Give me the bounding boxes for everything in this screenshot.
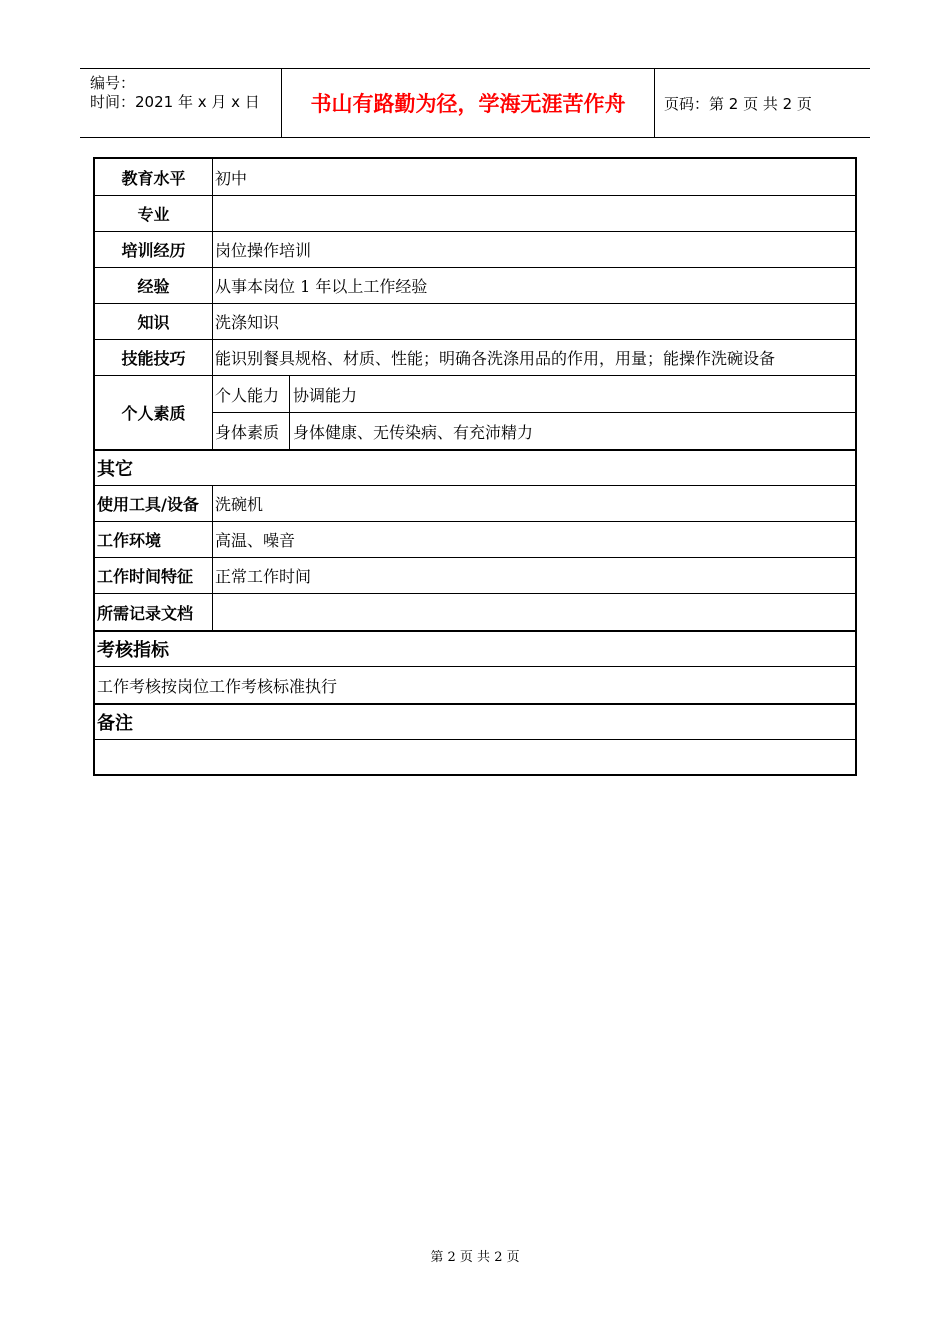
knowledge-label: 知识 xyxy=(95,304,213,339)
major-label: 专业 xyxy=(95,196,213,231)
section-remarks xyxy=(95,703,855,739)
records-label: 所需记录文档 xyxy=(95,594,213,630)
header-left-block xyxy=(80,69,282,137)
row-tools xyxy=(95,485,855,521)
job-requirements-table xyxy=(93,157,857,776)
training-value: 岗位操作培训 xyxy=(215,241,312,260)
row-major xyxy=(95,195,855,231)
remarks-title: 备注 xyxy=(97,713,133,734)
assessment-title: 考核指标 xyxy=(97,640,169,661)
row-assessment-text xyxy=(95,666,855,703)
personal-quality-label: 个人素质 xyxy=(95,376,213,449)
date-line: 时间：2021 年 x 月 x 日 xyxy=(90,93,260,111)
body-label: 身体素质 xyxy=(213,413,290,449)
experience-label: 经验 xyxy=(95,268,213,303)
header-motto: 书山有路勤为径，学海无涯苦作舟 xyxy=(282,69,655,137)
experience-value: 从事本岗位 1 年以上工作经验 xyxy=(215,277,428,296)
skills-value: 能识别餐具规格、材质、性能；明确各洗涤用品的作用，用量；能操作洗碗设备 xyxy=(215,349,776,368)
education-value: 初中 xyxy=(215,168,248,188)
row-skills xyxy=(95,339,855,375)
work-time-label: 工作时间特征 xyxy=(95,558,213,593)
row-education xyxy=(95,159,855,195)
major-value xyxy=(213,196,855,231)
page-footer: 第 2 页 共 2 页 xyxy=(430,1250,520,1265)
number-label: 编号： xyxy=(90,74,136,92)
row-environment xyxy=(95,521,855,557)
ability-value: 协调能力 xyxy=(293,385,358,405)
skills-label: 技能技巧 xyxy=(95,340,213,375)
tools-label: 使用工具/设备 xyxy=(95,486,213,521)
body-value: 身体健康、无传染病、有充沛精力 xyxy=(293,422,534,442)
records-value xyxy=(213,594,855,630)
row-work-time xyxy=(95,557,855,593)
environment-value: 高温、噪音 xyxy=(215,531,296,550)
row-personal-quality xyxy=(95,375,855,449)
section-assessment xyxy=(95,630,855,666)
work-time-value: 正常工作时间 xyxy=(215,567,312,586)
page-header xyxy=(80,68,870,138)
other-title: 其它 xyxy=(97,459,133,480)
ability-label: 个人能力 xyxy=(213,376,290,412)
header-page-info: 页码：第 2 页 共 2 页 xyxy=(664,94,812,113)
tools-value: 洗碗机 xyxy=(215,495,264,514)
row-training xyxy=(95,231,855,267)
environment-label: 工作环境 xyxy=(95,522,213,557)
knowledge-value: 洗涤知识 xyxy=(215,313,280,332)
row-records xyxy=(95,593,855,630)
remarks-text xyxy=(95,740,855,774)
personal-ability-row xyxy=(213,376,855,412)
row-experience xyxy=(95,267,855,303)
assessment-text: 工作考核按岗位工作考核标准执行 xyxy=(97,676,338,696)
education-label: 教育水平 xyxy=(95,159,213,195)
section-other xyxy=(95,449,855,485)
row-knowledge xyxy=(95,303,855,339)
row-remarks-text xyxy=(95,739,855,774)
training-label: 培训经历 xyxy=(95,232,213,267)
body-quality-row xyxy=(213,412,855,449)
